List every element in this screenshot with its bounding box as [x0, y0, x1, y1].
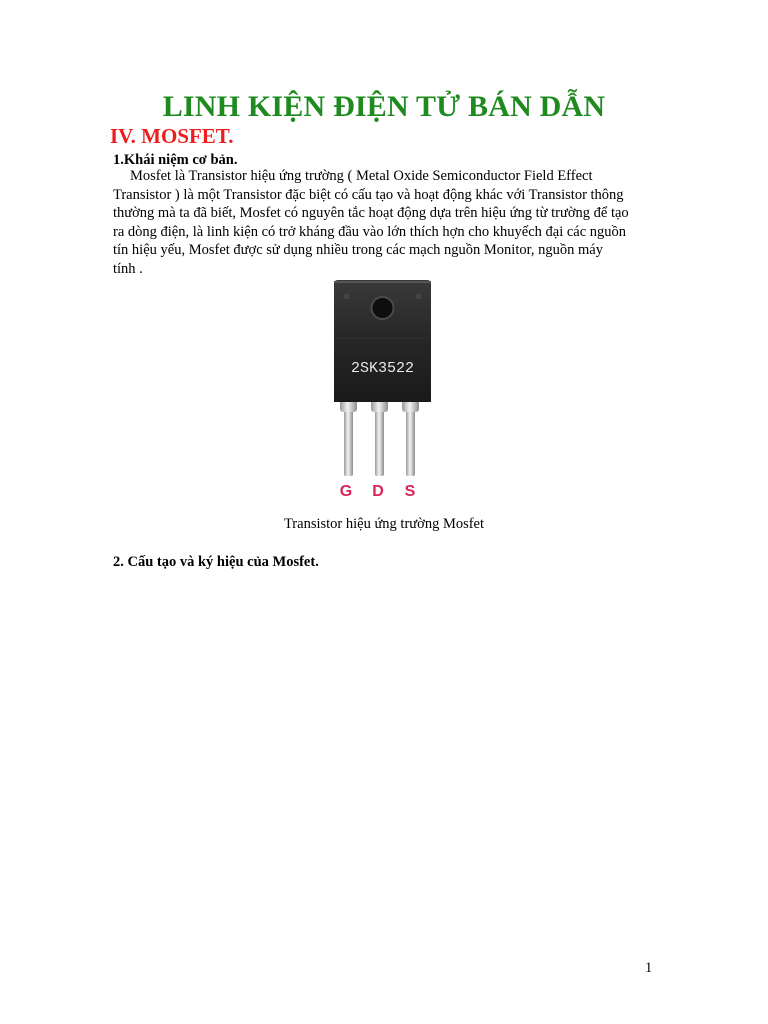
pin-label-source: S — [404, 483, 416, 500]
subsection-heading-structure: 2. Cấu tạo và ký hiệu của Mosfet. — [113, 554, 319, 570]
pin-label-drain: D — [372, 483, 384, 500]
paragraph-line: Transistor ) là một Transistor đặc biệt có cấu tạo và hoạt động khác với Transistor thông — [113, 186, 624, 203]
figure-caption: Transistor hiệu ứng trường Mosfet — [283, 516, 485, 532]
section-heading: IV. MOSFET. — [110, 124, 234, 148]
document-title: LINH KIỆN ĐIỆN TỬ BÁN DẪN — [162, 90, 606, 123]
paragraph-line: tính . — [113, 260, 143, 277]
paragraph-line: ra dòng điện, là linh kiện có trở kháng đầu vào lớn thích hợn cho khuyếch đại các nguồn — [113, 223, 627, 240]
subsection-heading-concept: 1.Khái niệm cơ bản. — [113, 152, 238, 168]
paragraph-line: thường mà ta đã biết, Mosfet có nguyên tắc hoạt động dựa trên hiệu ứng từ trường để tạo — [113, 205, 629, 222]
paragraph-line: Mosfet là Transistor hiệu ứng trường ( Metal Oxide Semiconductor Field Effect — [130, 168, 593, 184]
mosfet-photo — [330, 278, 435, 500]
paragraph-line: tín hiệu yếu, Mosfet được sử dụng nhiều trong các mạch nguồn Monitor, nguồn máy — [113, 242, 603, 259]
part-marking: 2SK3522 — [350, 360, 415, 377]
page-number: 1 — [645, 960, 653, 976]
transistor-package — [334, 280, 431, 402]
pin-label-gate: G — [339, 483, 353, 500]
transistor-leads — [340, 398, 419, 476]
body-paragraph — [113, 167, 661, 279]
